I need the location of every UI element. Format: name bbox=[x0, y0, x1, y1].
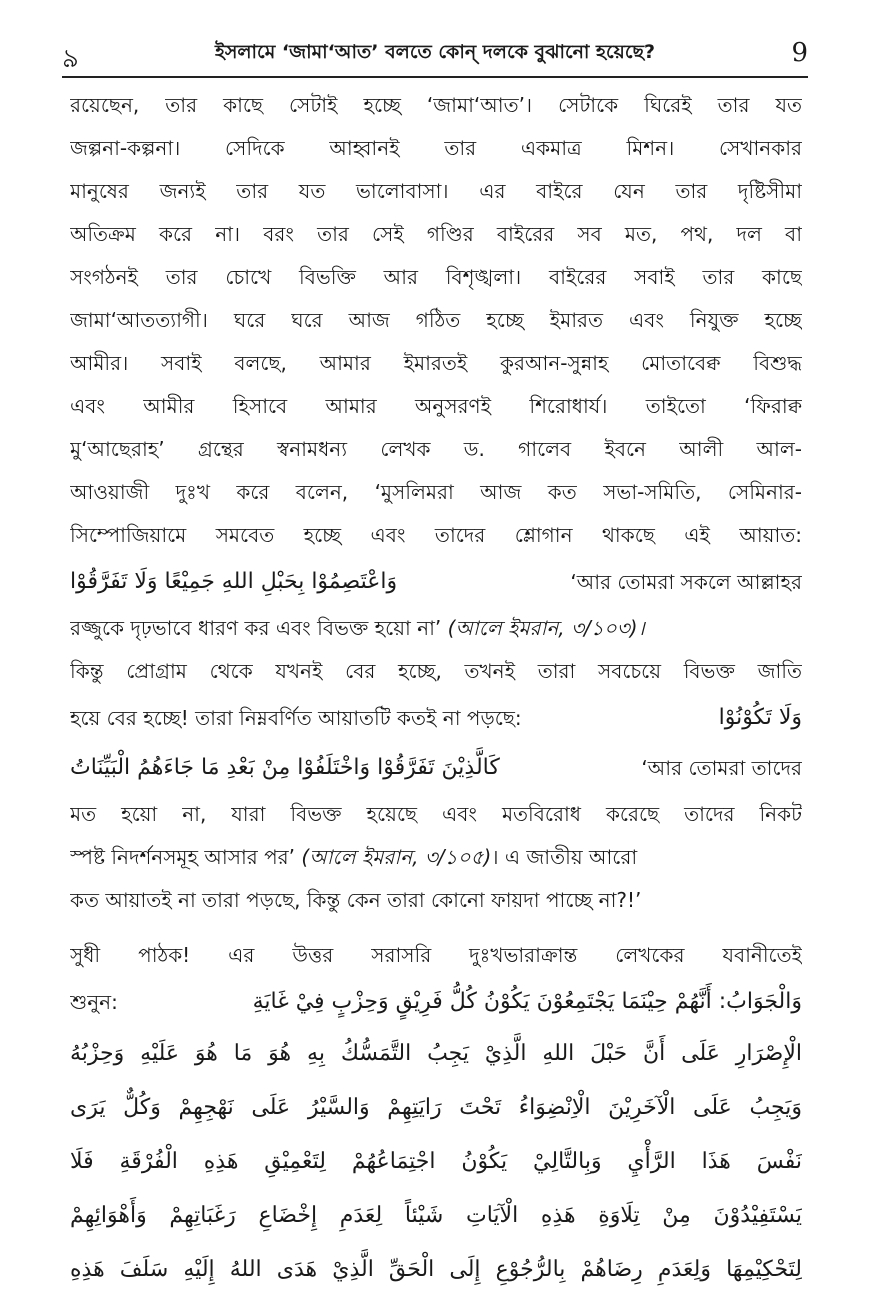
text-bengali: হয়ে বের হচ্ছে! তারা নিম্নবর্ণিত আয়াতটি কতই না পড়ছে: bbox=[70, 706, 522, 730]
ayah-translation: ‘আর তোমরা সকলে আল্লাহর bbox=[570, 570, 802, 594]
text-line: আমীর। সবাই বলছে, আমার ইমারতই কুরআন-সুন্নাহ মোতাবেক্ব বিশুদ্ধ bbox=[70, 351, 802, 375]
citation: (আলে ইমরান, ৩/১০৫) bbox=[301, 845, 492, 869]
ayah-arabic: وَلَا تَكُوْنُوْا bbox=[718, 705, 802, 730]
text-line bbox=[70, 836, 802, 879]
ayah-arabic: وَاعْتَصِمُوْا بِحَبْلِ اللهِ جَمِيْعًا وَلَا تَفَرَّقُوْا bbox=[70, 569, 398, 594]
running-title: ইসলামে ‘জামা‘আত’ বলতে কোন্ দলকে বুঝানো হয়েছে? bbox=[214, 41, 656, 63]
text-line: সংগঠনই তার চোখে বিভক্তি আর বিশৃঙ্খলা। বাইরের সবাই তার কাছে bbox=[70, 265, 802, 289]
text-line: এবং আমীর হিসাবে আমার অনুসরণই শিরোধার্য। তাইতো ‘ফিরাক্ব bbox=[70, 394, 802, 418]
page-number: 9 bbox=[791, 38, 808, 68]
text-bengali: স্পষ্ট নিদর্শনসমূহ আসার পর’ bbox=[70, 845, 296, 869]
paragraph-2 bbox=[70, 934, 802, 1297]
arabic-line: وَيَجِبُ عَلَى الْآخَرِيْنَ الْاِنْضِوَاءُ تَحْتَ رَايَتِهِمْ وَالسَّيْرُ عَلَى نَهْجِهِمْ وَكُلٌّ يَرَى bbox=[70, 1095, 802, 1120]
ayah-line bbox=[70, 743, 802, 793]
page-body bbox=[70, 84, 802, 1297]
ayah-line bbox=[70, 557, 802, 607]
text-line: কিন্তু প্রোগ্রাম থেকে যখনই বের হচ্ছে, তখনই তারা সবচেয়ে বিভক্ত জাতি bbox=[70, 659, 802, 683]
text-line bbox=[70, 607, 802, 650]
arabic-line: نَفْسَ هَذَا الرَّأْيِ وَبِالتَّالِيْ يَكُوْنُ اجْتِمَاعُهُمْ لِتَعْمِيْقِ هَذِهِ الْفُرْقَةِ فَلَا bbox=[70, 1149, 802, 1174]
text-bengali: শুনুন: bbox=[70, 990, 118, 1014]
text-line: কত আয়াতই না তারা পড়ছে, কিন্তু কেন তারা কোনো ফায়দা পাচ্ছে না?!’ bbox=[70, 888, 642, 912]
ayah-translation: ‘আর তোমরা তাদের bbox=[641, 756, 802, 780]
ayah-translation-cont: রজ্জুকে দৃঢ়ভাবে ধারণ কর এবং বিভক্ত হয়ো না’ bbox=[70, 616, 442, 640]
citation: (আলে ইমরান, ৩/১০৩)। bbox=[447, 616, 645, 640]
text-line: মত হয়ো না, যারা বিভক্ত হয়েছে এবং মতবিরোধ করেছে তাদের নিকট bbox=[70, 802, 802, 826]
header-rule bbox=[62, 76, 808, 78]
text-line: অতিক্রম করে না। বরং তার সেই গণ্ডির বাইরের সব মত, পথ, দল বা bbox=[70, 222, 802, 246]
text-line: আওয়াজী দুঃখ করে বলেন, ‘মুসলিমরা আজ কত সভা-সমিতি, সেমিনার- bbox=[70, 480, 802, 504]
paragraph-1 bbox=[70, 84, 802, 922]
arabic-line: لِتَحْكِيْمِهَا وَلِعَدَمِ رِضَاهُمْ بِالرُّجُوْعِ إِلَى الْحَقِّ الَّذِيْ هَدَى اللهُ إِلَيْهِ سَلَفَ هَذِهِ bbox=[70, 1257, 802, 1282]
text-bengali: । এ জাতীয় আরো bbox=[491, 845, 638, 869]
arabic-line: الْإِصْرَارِ عَلَى أَنَّ حَبْلَ اللهِ الَّذِيْ يَجِبُ التَّمَسُّكُ بِهِ هُوَ مَا هُوَ عَلَيْهِ وَحِزْبُهُ bbox=[70, 1041, 802, 1066]
page-number-bengali: ৯ bbox=[62, 44, 79, 74]
arabic-quote: وَالْجَوَابُ: أَنَّهُمْ حِيْنَمَا يَجْتَمِعُوْنَ يَكُوْنُ كُلُّ فَرِيْقٍ وَحِزْبٍ فِيْ غَايَةِ bbox=[252, 989, 802, 1014]
text-line: সিম্পোজিয়ামে সমবেত হচ্ছে এবং তাদের শ্লোগান থাকছে এই আয়াত: bbox=[70, 523, 802, 547]
text-line: জল্পনা-কল্পনা। সেদিকে আহ্বানই তার একমাত্র মিশন। সেখানকার bbox=[70, 136, 802, 160]
text-line bbox=[70, 693, 802, 743]
text-line bbox=[70, 977, 802, 1027]
text-line: রয়েছেন, তার কাছে সেটাই হচ্ছে ‘জামা‘আত’। সেটাকে ঘিরেই তার যত bbox=[70, 93, 802, 117]
text-line: মানুষের জন্যই তার যত ভালোবাসা। এর বাইরে যেন তার দৃষ্টিসীমা bbox=[70, 179, 802, 203]
arabic-line: يَسْتَفِيْدُوْنَ مِنْ تِلَاوَةِ هَذِهِ الْآيَاتِ شَيْئاً لِعَدَمِ إِخْضَاعِ رَغَبَاتِهِمْ وَأَهْوَائِهِمْ bbox=[70, 1203, 802, 1228]
ayah-arabic: كَالَّذِيْنَ تَفَرَّقُوْا وَاخْتَلَفُوْا مِنْ بَعْدِ مَا جَاءَهُمُ الْبَيِّنَاتُ bbox=[70, 755, 500, 780]
page-header bbox=[62, 34, 808, 74]
text-line: জামা‘আতত্যাগী। ঘরে ঘরে আজ গঠিত হচ্ছে ইমারত এবং নিযুক্ত হচ্ছে bbox=[70, 308, 802, 332]
text-line: মু‘আছেরাহ’ গ্রন্থের স্বনামধন্য লেখক ড. গালেব ইবনে আলী আল- bbox=[70, 437, 802, 461]
text-line: সুধী পাঠক! এর উত্তর সরাসরি দুঃখভারাক্রান্ত লেখকের যবানীতেই bbox=[70, 943, 802, 967]
